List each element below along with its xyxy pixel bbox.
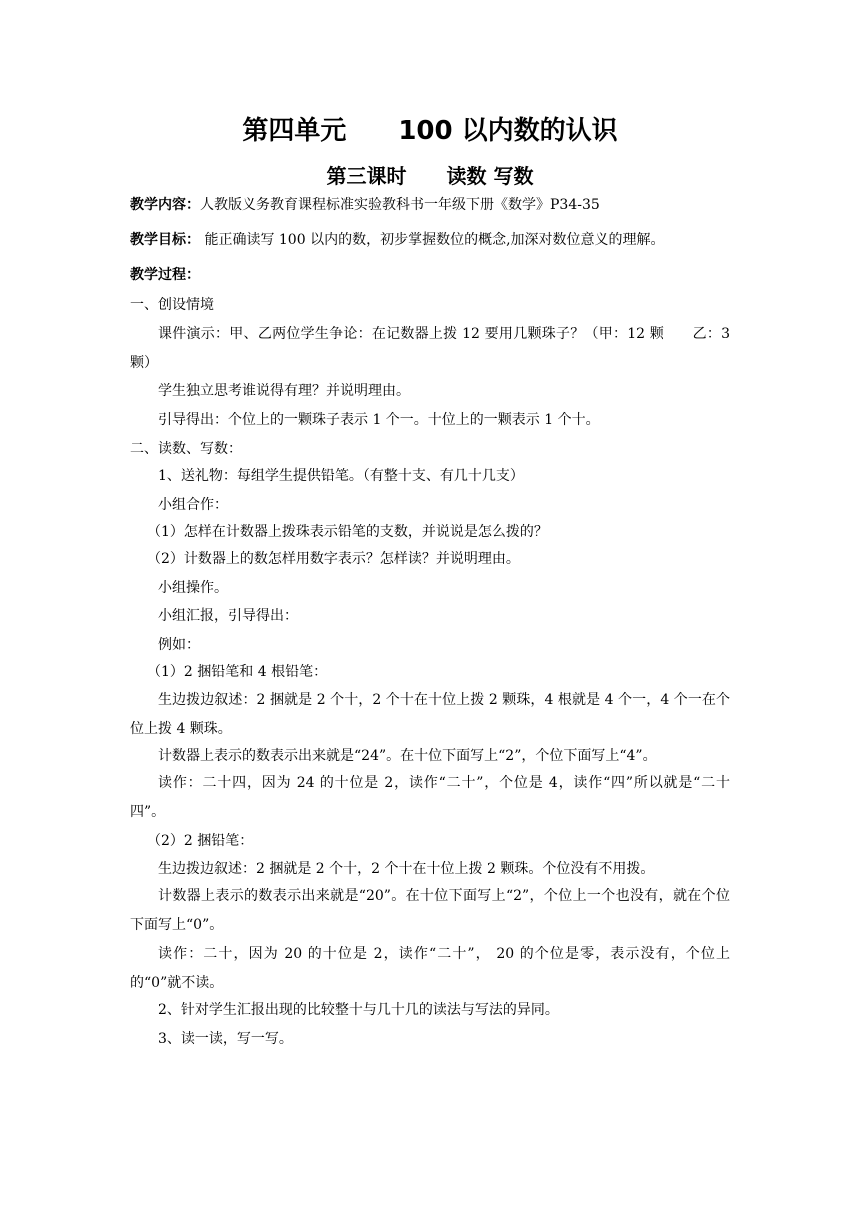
example-2-writing: 计数器上表示的数表示出来就是“20”。在十位下面写上“2”，个位上一个也没有，就在个位下面写上“0”。 [130, 888, 730, 933]
teaching-content-label: 教学内容： [130, 197, 200, 213]
section-1-paragraph-2: 学生独立思考谁说得有理？并说明理由。 [158, 383, 410, 399]
section-2-item-2: 2、针对学生汇报出现的比较整十与几十几的读法与写法的异同。 [158, 1002, 559, 1018]
teaching-goal [130, 231, 665, 249]
example-1-title: （1）2 捆铅笔和 4 根铅笔： [147, 664, 328, 680]
unit-title: 第四单元 100 以内数的认识 [242, 116, 618, 146]
group-operation: 小组操作。 [158, 580, 228, 596]
section-2-heading: 二、读数、写数： [130, 441, 242, 457]
teaching-goal-text: 能正确读写 100 以内的数，初步掌握数位的概念,加深对数位意义的理解。 [200, 232, 665, 248]
example-2-narration: 生边拨边叙述：2 捆就是 2 个十，2 个十在十位上拨 2 颗珠。个位没有不用拨。 [158, 861, 655, 877]
section-2-item-1: 1、送礼物：每组学生提供铅笔。（有整十支、有几十几支） [158, 468, 524, 484]
group-work-label: 小组合作： [158, 497, 228, 513]
example-1-writing: 计数器上表示的数表示出来就是“24”。在十位下面写上“2”，个位下面写上“4”。 [158, 748, 657, 764]
teaching-goal-label: 教学目标： [130, 232, 200, 248]
section-2-item-3: 3、读一读，写一写。 [158, 1031, 293, 1047]
question-2: （2）计数器上的数怎样用数字表示？怎样读？并说明理由。 [147, 551, 520, 567]
teaching-content [130, 196, 600, 214]
section-1-paragraph-1: 课件演示：甲、乙两位学生争论：在记数器上拨 12 要用几颗珠子？（甲：12 颗 乙：3 颗） [130, 326, 730, 371]
example-label: 例如： [158, 637, 200, 653]
example-2-title: （2）2 捆铅笔： [147, 833, 254, 849]
example-1-reading: 读作：二十四，因为 24 的十位是 2，读作“二十”，个位是 4，读作“四”所以就是“二十四”。 [130, 775, 730, 820]
lesson-subtitle: 第三课时 读数 写数 [326, 164, 534, 188]
section-1-paragraph-3: 引导得出：个位上的一颗珠子表示 1 个一。十位上的一颗表示 1 个十。 [158, 412, 600, 428]
section-1-heading: 一、创设情境 [130, 297, 214, 313]
teaching-process-label: 教学过程： [130, 267, 200, 283]
teaching-content-text: 人教版义务教育课程标准实验教科书一年级下册《数学》P34-35 [200, 197, 600, 213]
group-report: 小组汇报，引导得出： [158, 608, 298, 624]
example-2-reading: 读作：二十，因为 20 的十位是 2，读作“二十”， 20 的个位是零，表示没有，个位上的“0”就不读。 [130, 946, 730, 991]
question-1: （1）怎样在计数器上拨珠表示铅笔的支数，并说说是怎么拨的？ [147, 524, 548, 540]
example-1-narration: 生边拨边叙述：2 捆就是 2 个十，2 个十在十位上拨 2 颗珠，4 根就是 4 个一，4 个一在个位上拨 4 颗珠。 [130, 692, 730, 737]
